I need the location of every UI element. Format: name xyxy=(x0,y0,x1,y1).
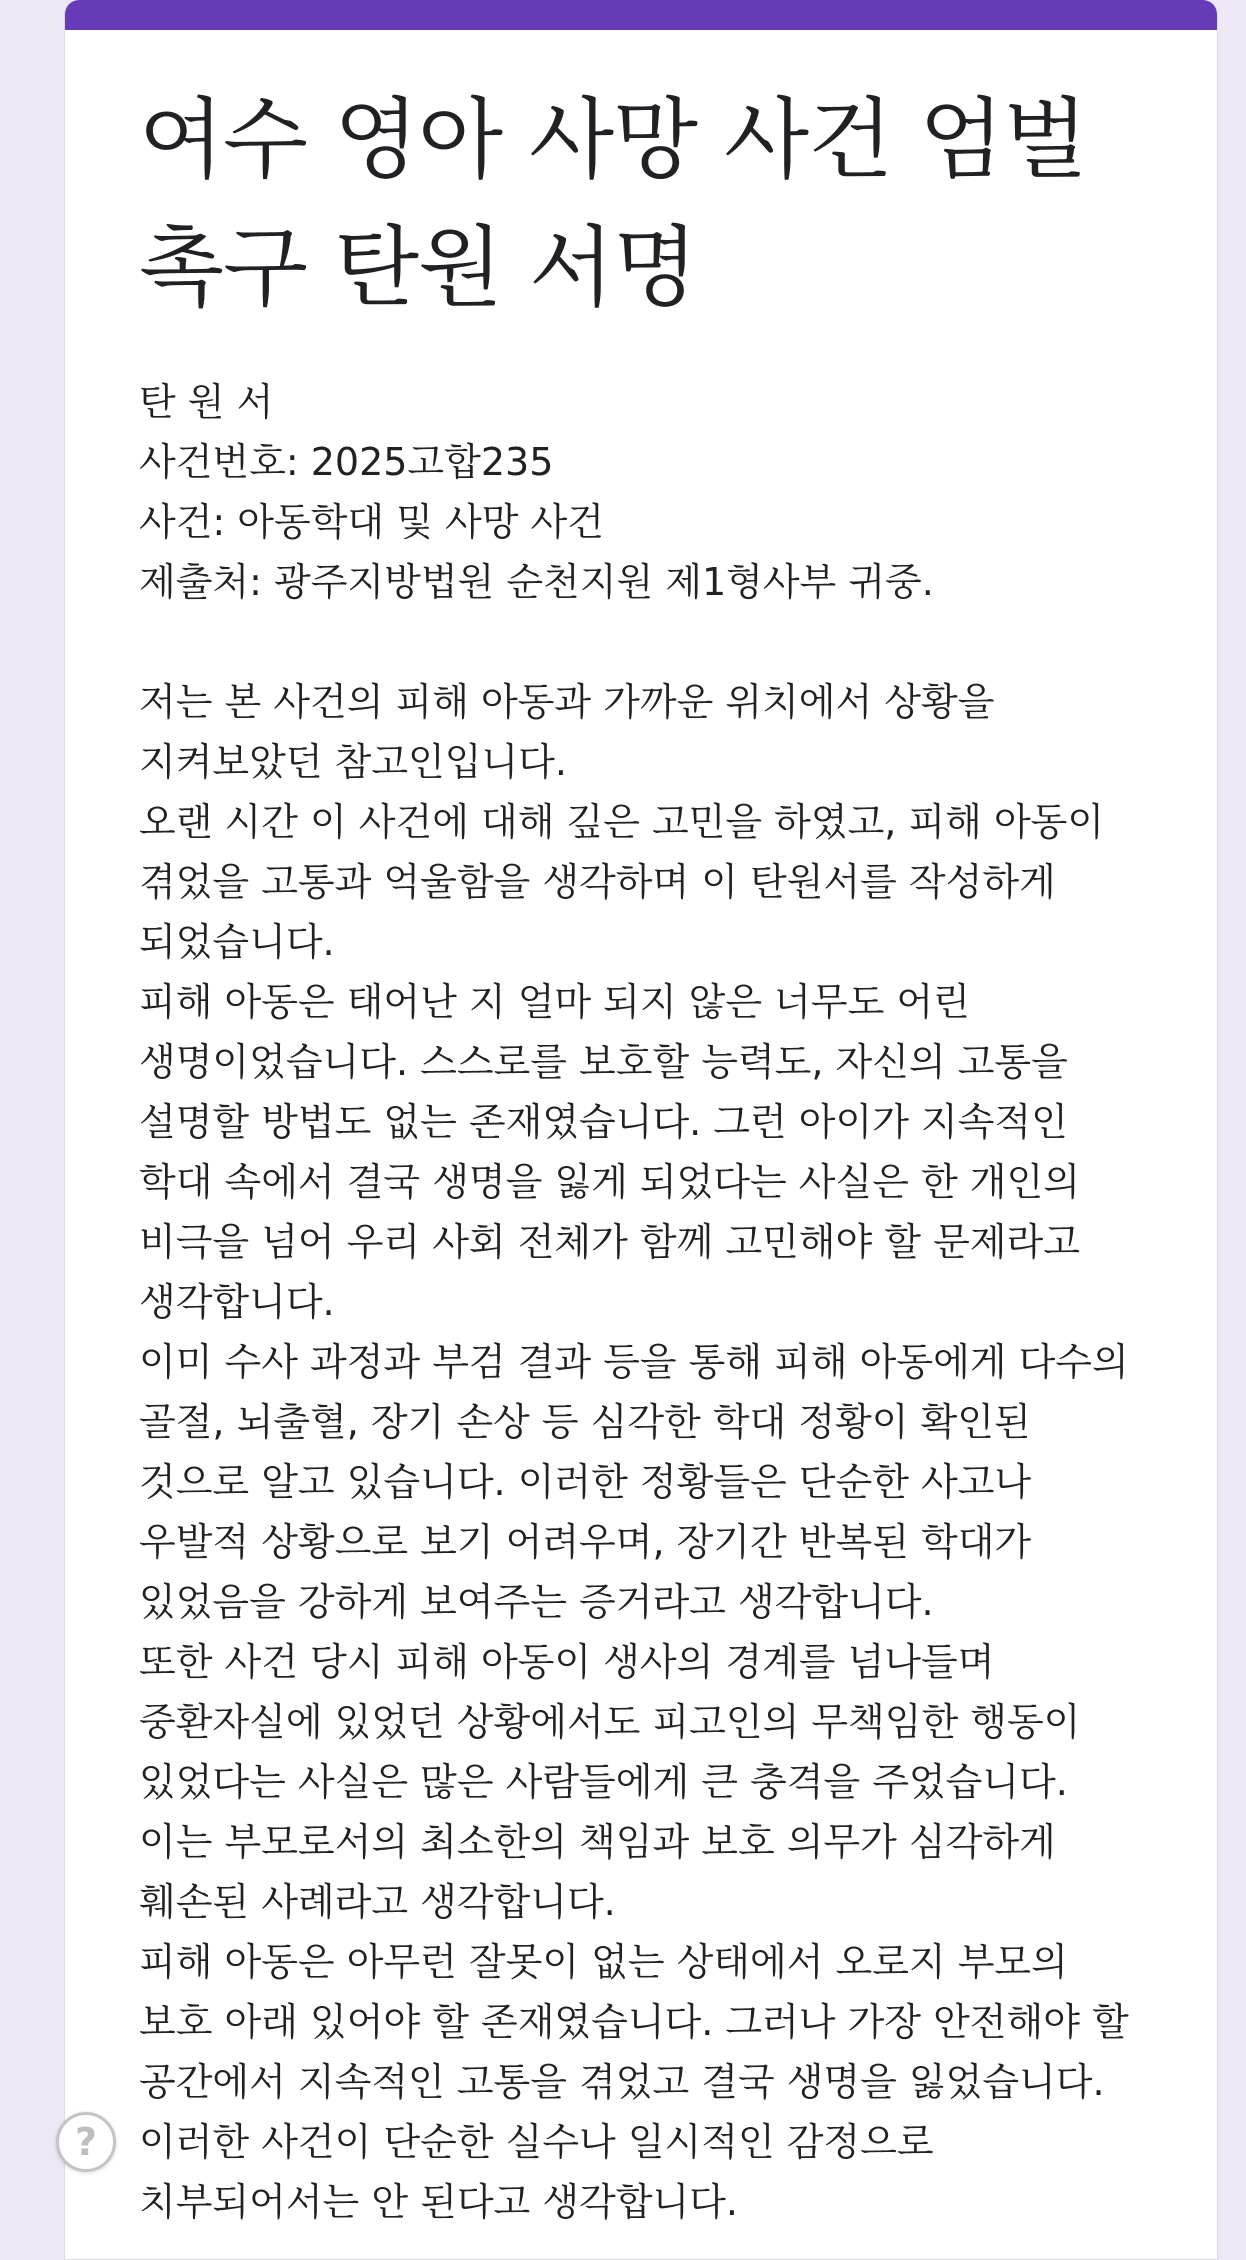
form-header-card xyxy=(64,0,1218,2260)
question-mark-icon: ? xyxy=(74,2120,98,2164)
form-description: 탄 원 서 사건번호: 2025고합235 사건: 아동학대 및 사망 사건 제출처: 광주지방법원 순천지원 제1형사부 귀중. 저는 본 사건의 피해 아동과 가까운 위치에서 상황을 지켜보았던 참고인입니다. 오랜 시간 이 사건에 대해 깊은 고민을 하였고, 피해 아동이 겪었을 고통과 억울함을 생각하며 이 탄원서를 작성하게 되었습니다. 피해 아동은 태어난 지 얼마 되지 않은 너무도 어린 생명이었습니다. 스스로를 보호할 능력도, 자신의 고통을 설명할 방법도 없는 존재였습니다. 그런 아이가 지속적인 학대 속에서 결국 생명을 잃게 되었다는 사실은 한 개인의 비극을 넘어 우리 사회 전체가 함께 고민해야 할 문제라고 생각합니다. 이미 수사 과정과 부검 결과 등을 통해 피해 아동에게 다수의 골절, 뇌출혈, 장기 손상 등 심각한 학대 정황이 확인된 것으로 알고 있습니다. 이러한 정황들은 단순한 사고나 우발적 상황으로 보기 어려우며, 장기간 반복된 학대가 있었음을 강하게 보여주는 증거라고 생각합니다. 또한 사건 당시 피해 아동이 생사의 경계를 넘나들며 중환자실에 있었던 상황에서도 피고인의 무책임한 행동이 있었다는 사실은 많은 사람들에게 큰 충격을 주었습니다. 이는 부모로서의 최소한의 책임과 보호 의무가 심각하게 훼손된 사례라고 생각합니다. 피해 아동은 아무런 잘못이 없는 상태에서 오로지 부모의 보호 아래 있어야 할 존재였습니다. 그러나 가장 안전해야 할 공간에서 지속적인 고통을 겪었고 결국 생명을 잃었습니다. 이러한 사건이 단순한 실수나 일시적인 감정으로 치부되어서는 안 된다고 생각합니다. xyxy=(139,380,1129,2224)
form-header-content xyxy=(65,30,1217,2232)
help-button[interactable] xyxy=(56,2112,116,2172)
theme-accent-bar xyxy=(65,0,1217,30)
form-title: 여수 영아 사망 사건 엄벌 촉구 탄원 서명 xyxy=(139,88,1087,319)
